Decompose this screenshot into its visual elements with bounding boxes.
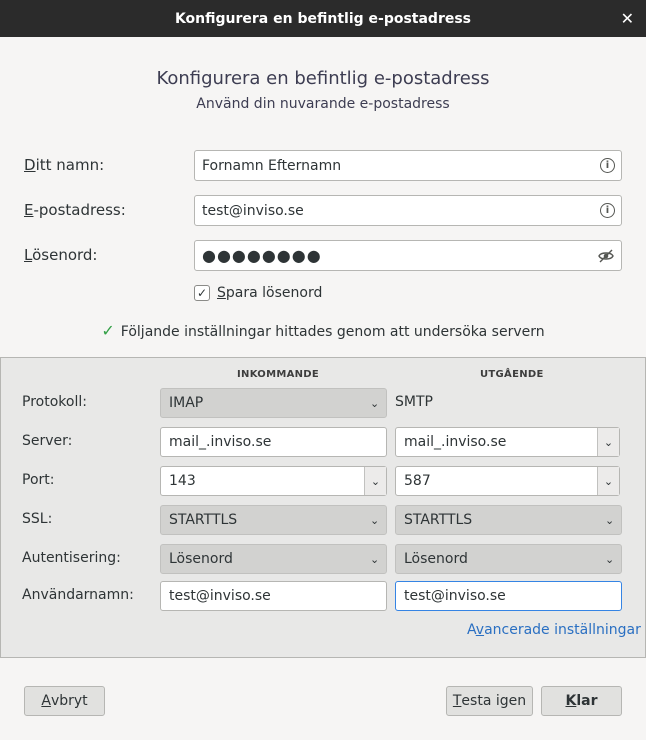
incoming-port-combo[interactable]: [160, 466, 387, 496]
name-label-rest: itt namn:: [35, 156, 105, 174]
chevron-down-icon: ⌄: [370, 553, 380, 566]
cancel-button[interactable]: [24, 686, 105, 716]
email-field[interactable]: [194, 195, 622, 226]
retest-button[interactable]: [446, 686, 533, 716]
name-field[interactable]: [194, 150, 622, 181]
email-field-value: test@inviso.se: [202, 202, 304, 219]
retest-mnemonic: T: [452, 693, 462, 709]
name-label-mnemonic: D: [24, 156, 36, 174]
incoming-port-value: 143: [169, 473, 196, 489]
incoming-username-input[interactable]: [160, 581, 387, 611]
password-label-mnemonic: L: [24, 246, 33, 264]
status-message: [0, 321, 646, 340]
password-label: [24, 246, 97, 264]
password-field[interactable]: [194, 240, 622, 271]
incoming-auth-select[interactable]: [160, 544, 387, 574]
chevron-down-icon[interactable]: ⌄: [597, 467, 619, 495]
outgoing-column-header: UTGÅENDE: [480, 369, 544, 380]
ssl-label: SSL:: [22, 511, 53, 527]
chevron-down-icon: ⌄: [370, 514, 380, 527]
email-label-rest: -postadress:: [33, 201, 126, 219]
outgoing-server-value: mail_.inviso.se: [404, 434, 507, 450]
username-label: Användarnamn:: [22, 587, 134, 603]
outgoing-username-input[interactable]: [395, 581, 622, 611]
done-mnemonic: K: [565, 693, 577, 709]
incoming-username-value: test@inviso.se: [169, 588, 271, 604]
outgoing-server-combo[interactable]: [395, 427, 620, 457]
remember-password-row[interactable]: [194, 285, 322, 301]
password-label-rest: ösenord:: [32, 246, 98, 264]
incoming-protocol-select[interactable]: [160, 388, 387, 418]
advanced-mnemonic: v: [475, 622, 485, 638]
info-icon[interactable]: i: [600, 158, 615, 173]
done-button[interactable]: [541, 686, 622, 716]
outgoing-auth-value: Lösenord: [404, 551, 468, 567]
chevron-down-icon[interactable]: ⌄: [364, 467, 386, 495]
checkmark-icon: ✓: [101, 321, 115, 340]
protocol-label: Protokoll:: [22, 394, 87, 410]
page-subtitle: Använd din nuvarande e-postadress: [196, 96, 450, 112]
remember-mnemonic: S: [217, 285, 226, 301]
chevron-down-icon: ⌄: [370, 397, 380, 410]
cancel-rest: vbryt: [50, 693, 88, 709]
page-title: Konfigurera en befintlig e-postadress: [156, 68, 490, 89]
cancel-mnemonic: A: [41, 693, 51, 709]
remember-rest: para lösenord: [225, 285, 323, 301]
outgoing-username-value: test@inviso.se: [404, 588, 506, 604]
advanced-pre: A: [467, 622, 476, 638]
chevron-down-icon: ⌄: [605, 514, 615, 527]
incoming-auth-value: Lösenord: [169, 551, 233, 567]
chevron-down-icon[interactable]: ⌄: [597, 428, 619, 456]
password-field-value: ●●●●●●●●: [202, 246, 322, 265]
eye-hidden-icon[interactable]: [598, 248, 614, 264]
incoming-column-header: INKOMMANDE: [237, 369, 320, 380]
status-text: Följande inställningar hittades genom att undersöka servern: [120, 324, 545, 340]
chevron-down-icon: ⌄: [605, 553, 615, 566]
email-label: [24, 201, 126, 219]
incoming-ssl-value: STARTTLS: [169, 512, 238, 528]
remember-password-checkbox[interactable]: ✓: [194, 285, 210, 301]
close-icon[interactable]: ✕: [620, 9, 634, 28]
advanced-rest: ancerade inställningar: [484, 622, 641, 638]
window-title: Konfigurera en befintlig e-postadress: [174, 10, 472, 27]
incoming-ssl-select[interactable]: [160, 505, 387, 535]
outgoing-port-value: 587: [404, 473, 431, 489]
retest-rest: esta igen: [461, 693, 527, 709]
info-icon[interactable]: i: [600, 203, 615, 218]
auth-label: Autentisering:: [22, 550, 121, 566]
outgoing-port-combo[interactable]: [395, 466, 620, 496]
done-rest: lar: [576, 693, 598, 709]
server-label: Server:: [22, 433, 73, 449]
incoming-protocol-value: IMAP: [169, 395, 204, 411]
outgoing-ssl-value: STARTTLS: [404, 512, 473, 528]
name-label: [24, 156, 104, 174]
outgoing-protocol-value: SMTP: [395, 394, 433, 410]
name-field-value: Fornamn Efternamn: [202, 157, 342, 174]
remember-password-label[interactable]: [217, 285, 322, 301]
incoming-server-value: mail_.inviso.se: [169, 434, 272, 450]
advanced-settings-link[interactable]: [467, 622, 641, 638]
outgoing-auth-select[interactable]: [395, 544, 622, 574]
incoming-server-input[interactable]: [160, 427, 387, 457]
email-label-mnemonic: E: [24, 201, 34, 219]
port-label: Port:: [22, 472, 55, 488]
outgoing-ssl-select[interactable]: [395, 505, 622, 535]
window-titlebar: [0, 0, 646, 37]
